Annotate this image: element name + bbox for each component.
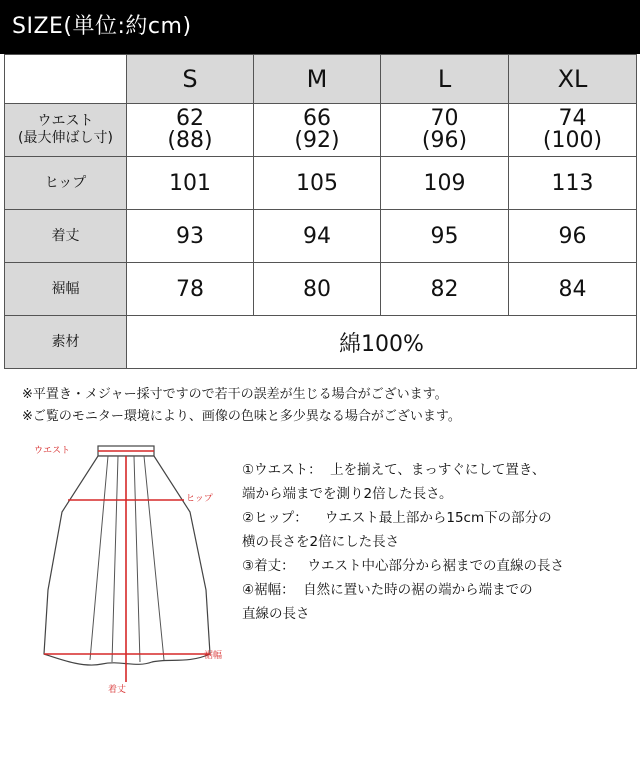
length-xl: 96 xyxy=(509,210,637,263)
length-row xyxy=(5,210,637,263)
hip-label: ヒップ xyxy=(5,157,127,210)
waist-xl-flat: 74 xyxy=(558,105,587,131)
legend-waist-line2: 端から端までを測り2倍した長さ。 xyxy=(242,486,453,502)
size-header-row xyxy=(5,55,637,104)
waist-l-flat: 70 xyxy=(430,105,459,131)
skirt-outline xyxy=(44,456,210,665)
waist-row xyxy=(5,104,637,157)
hem-xl: 84 xyxy=(509,263,637,316)
note-monitor: ※ご覧のモニター環境により、画像の色味と多少異なる場合がございます。 xyxy=(22,409,461,424)
waist-xl xyxy=(509,104,637,157)
material-label: 素材 xyxy=(5,316,127,369)
legend-hem-line2: 直線の長さ xyxy=(242,606,310,622)
hem-l: 82 xyxy=(381,263,509,316)
length-s: 93 xyxy=(127,210,254,263)
notes xyxy=(22,384,461,428)
waist-label-line1: ウエスト xyxy=(37,113,94,129)
waist-diagram-label: ウエスト xyxy=(34,446,71,456)
size-title: SIZE(単位:約cm) xyxy=(12,14,192,39)
hip-xl: 113 xyxy=(509,157,637,210)
hem-label: 裾幅 xyxy=(5,263,127,316)
note-measurement: ※平置き・メジャー採寸ですので若干の誤差が生じる場合がございます。 xyxy=(22,387,448,402)
legend-hip-line1: ②ヒップ： ウエスト最上部から15cm下の部分の xyxy=(242,510,552,526)
legend-length-line1: ③着丈： ウエスト中心部分から裾までの直線の長さ xyxy=(242,558,564,574)
waist-l-max: (96) xyxy=(421,127,468,153)
waist-label-line2: (最大伸ばし寸) xyxy=(18,130,113,146)
length-m: 94 xyxy=(254,210,381,263)
hem-s: 78 xyxy=(127,263,254,316)
length-label: 着丈 xyxy=(5,210,127,263)
size-s-header: S xyxy=(127,55,254,104)
length-diagram-label: 着丈 xyxy=(108,685,127,695)
size-xl-header: XL xyxy=(509,55,637,104)
hem-row xyxy=(5,263,637,316)
legend-waist-line1: ①ウエスト： 上を揃えて、まっすぐにして置き、 xyxy=(242,462,546,478)
waist-m xyxy=(254,104,381,157)
waist-s xyxy=(127,104,254,157)
hem-m: 80 xyxy=(254,263,381,316)
waist-s-flat: 62 xyxy=(175,105,204,131)
legend-hem-line1: ④裾幅： 自然に置いた時の裾の端から端までの xyxy=(242,582,533,598)
waist-l xyxy=(381,104,509,157)
hip-m: 105 xyxy=(254,157,381,210)
waist-label xyxy=(5,104,127,157)
legend-hip-line2: 横の長さを2倍にした長さ xyxy=(242,534,400,550)
length-l: 95 xyxy=(381,210,509,263)
waist-xl-max: (100) xyxy=(542,127,603,153)
size-l-header: L xyxy=(381,55,509,104)
hem-diagram-label: 裾幅 xyxy=(204,651,223,661)
hip-diagram-label: ヒップ xyxy=(186,494,213,504)
hip-row xyxy=(5,157,637,210)
size-header xyxy=(0,0,640,54)
waist-m-max: (92) xyxy=(294,127,340,153)
hip-l: 109 xyxy=(381,157,509,210)
waist-s-max: (88) xyxy=(167,127,213,153)
corner-cell xyxy=(5,55,127,104)
measurement-legend xyxy=(242,458,564,626)
waist-m-flat: 66 xyxy=(302,105,331,131)
hip-s: 101 xyxy=(127,157,254,210)
material-row xyxy=(5,316,637,369)
skirt-diagram xyxy=(28,440,238,700)
material-value: 綿100% xyxy=(127,316,637,369)
size-table xyxy=(4,54,637,369)
size-m-header: M xyxy=(254,55,381,104)
